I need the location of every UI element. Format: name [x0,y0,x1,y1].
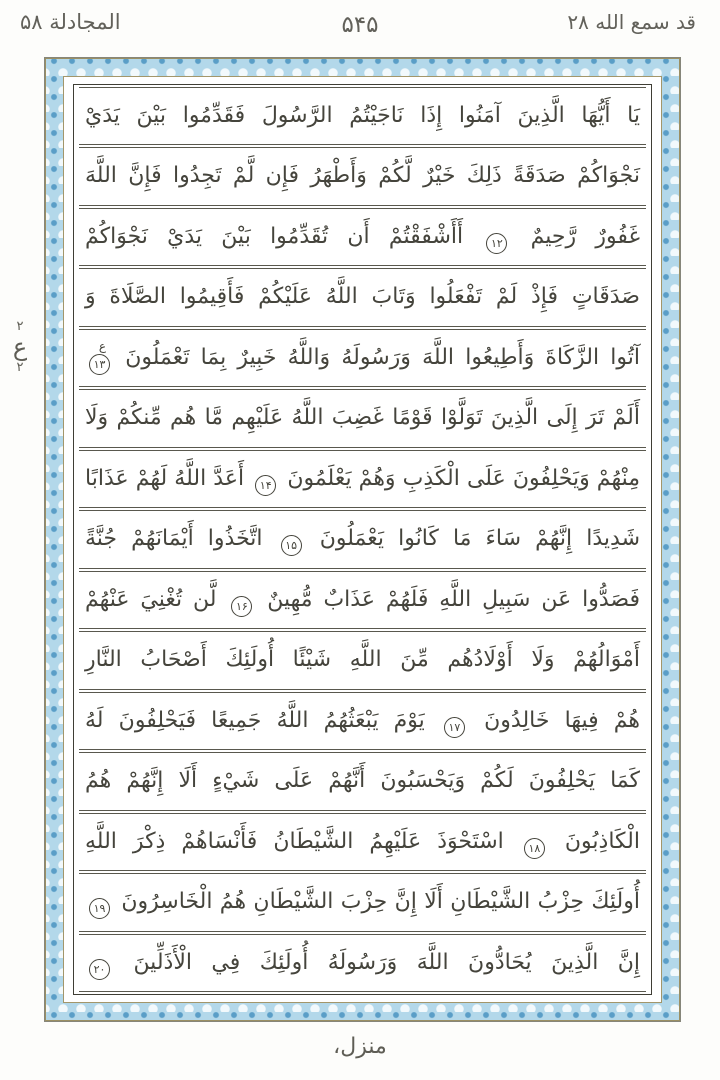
quran-line [79,87,646,145]
ayah-text: أَلَمْ تَرَ إِلَى الَّذِينَ تَوَلَّوْا قَوْمًا غَضِبَ اللَّهُ عَلَيْهِم مَّا هُم مِّنكُمْ وَلَا [85,405,640,431]
quran-line [79,813,646,871]
ayah-text: أَعَدَّ اللَّهُ لَهُمْ عَذَابًا [85,465,245,491]
page-number: ۵۴۵ [341,12,379,38]
ayah-text: نَجْوَاكُمْ صَدَقَةً ذَلِكَ خَيْرٌ لَّكُمْ وَأَطْهَرُ فَإِن لَّمْ تَجِدُوا فَإِنَّ اللَّهَ [85,163,640,189]
quran-line [79,208,646,266]
quran-line [79,147,646,205]
quran-line [79,329,646,387]
ayah-text: اسْتَحْوَذَ عَلَيْهِمُ الشَّيْطَانُ فَأَنْسَاهُمْ ذِكْرَ اللَّهِ [85,828,504,854]
verse-number-marker [89,898,110,919]
ruku-end-mark: ع [98,338,106,353]
verse-number: ۱۵ [285,539,298,553]
verse-number-marker [486,233,507,254]
ain-ruku-icon: ع [12,332,28,361]
ayah-text: يَوْمَ يَبْعَثُهُمُ اللَّهُ جَمِيعًا فَيَحْلِفُونَ لَهُ [85,707,425,733]
manzil-label: منزل، [333,1034,387,1059]
ayah-text: فَصَدُّوا عَن سَبِيلِ اللَّهِ فَلَهُمْ عَذَابٌ مُّهِينٌ [267,586,640,612]
quran-line [79,450,646,508]
ayah-text: صَدَقَاتٍ فَإِذْ لَمْ تَفْعَلُوا وَتَابَ اللَّهُ عَلَيْكُمْ فَأَقِيمُوا الصَّلَاةَ وَ [85,284,640,310]
ayah-text: كَمَا يَحْلِفُونَ لَكُمْ وَيَحْسَبُونَ أَنَّهُمْ عَلَى شَيْءٍ أَلَا إِنَّهُمْ هُمُ [85,768,640,794]
ayah-text: أُولَئِكَ حِزْبُ الشَّيْطَانِ أَلَا إِنَّ حِزْبَ الشَّيْطَانِ هُمُ الْخَاسِرُونَ [121,889,640,915]
quran-line [79,510,646,568]
verse-number-marker [255,475,276,496]
ayah-text: هُمْ فِيهَا خَالِدُونَ [484,707,641,733]
ruku-number-bottom: ۲ [16,359,24,375]
verse-number: ۱۹ [93,902,106,916]
ornamental-border-frame [44,57,681,1022]
quran-line [79,752,646,810]
quran-line [79,934,646,992]
verse-number-marker [524,838,545,859]
ayah-text: أَمْوَالُهُمْ وَلَا أَوْلَادُهُم مِّنَ اللَّهِ شَيْئًا أُولَئِكَ أَصْحَابُ النَّارِ [85,647,640,673]
frame-inner-margin [63,76,662,1003]
verse-number: ۱۶ [235,599,248,613]
verse-number: ۱۴ [259,478,272,492]
ayah-text: مِنْهُمْ وَيَحْلِفُونَ عَلَى الْكَذِبِ وَهُمْ يَعْلَمُونَ [287,465,641,491]
ayah-text: اتَّخَذُوا أَيْمَانَهُمْ جُنَّةً [85,526,263,552]
quran-line [79,873,646,931]
ayah-text: إِنَّ الَّذِينَ يُحَادُّونَ اللَّهَ وَرَسُولَهُ أُولَئِكَ فِي الْأَذَلِّينَ [133,949,641,975]
quran-line [79,268,646,326]
ruku-number-top: ۲ [16,319,24,334]
quran-line [79,389,646,447]
ayah-text: غَفُورٌ رَّحِيمٌ [530,223,641,249]
ayah-text: أَأَشْفَقْتُمْ أَن تُقَدِّمُوا بَيْنَ يَدَيْ نَجْوَاكُمْ [85,223,464,249]
ayah-text: شَدِيدًا إِنَّهُمْ سَاءَ مَا كَانُوا يَعْمَلُونَ [319,526,641,552]
verse-number-marker [89,959,110,980]
verse-number: ۱۷ [448,720,461,734]
verse-number-marker [231,596,252,617]
ayah-text: آتُوا الزَّكَاةَ وَأَطِيعُوا اللَّهَ وَرَسُولَهُ وَاللَّهُ خَبِيرٌ بِمَا تَعْمَلُونَ [125,344,640,370]
ruku-margin-marker [6,320,34,374]
verse-number-marker [281,535,302,556]
ayah-text: يَا أَيُّهَا الَّذِينَ آمَنُوا إِذَا نَاجَيْتُمُ الرَّسُولَ فَقَدِّمُوا بَيْنَ يَدَيْ [85,103,640,128]
verse-number: ۱۸ [528,841,541,855]
quran-line [79,571,646,629]
ayah-text: لَّن تُغْنِيَ عَنْهُمْ [85,586,217,612]
surah-label: المجادلة ۵۸ [20,10,121,34]
text-lines [73,84,652,995]
juz-label: قد سمع الله ۲۸ [567,10,696,34]
verse-number-marker [444,717,465,738]
quran-line [79,631,646,689]
verse-number: ۱۳ [93,357,106,371]
verse-number-marker [89,338,110,375]
verse-number: ۲۰ [93,962,106,976]
verse-number: ۱۲ [490,236,503,250]
ayah-text: الْكَاذِبُونَ [564,828,640,854]
quran-line [79,692,646,750]
